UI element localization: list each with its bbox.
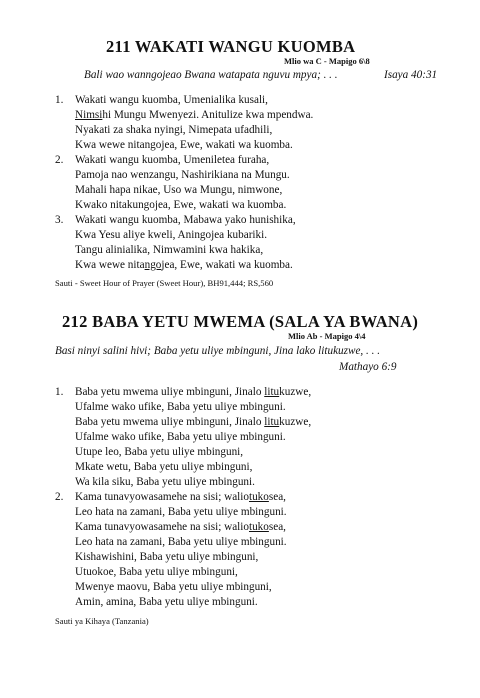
hymn-211-verse-1-line-2: Nimsihi Mungu Mwenyezi. Anitulize kwa mpendwa. bbox=[75, 109, 314, 121]
hymn-211-verse-3-line-1: Wakati wangu kuomba, Mabawa yako hunishika, bbox=[75, 214, 296, 226]
underlined-syllable: litu bbox=[264, 386, 280, 398]
hymn-211-credit: Sauti - Sweet Hour of Prayer (Sweet Hour), BH91,444; RS,560 bbox=[55, 278, 274, 288]
underlined-syllable: tuko bbox=[248, 521, 269, 533]
hymn-211-verse-2-line-2: Pamoja nao wenzangu, Nashirikiana na Mungu. bbox=[75, 169, 290, 181]
hymn-212-verse-2-line-1: Kama tunavyowasamehe na sisi; waliotukosea, bbox=[75, 491, 286, 503]
hymn-212-verse-1-line-2: Ufalme wako ufike, Baba yetu uliye mbinguni. bbox=[75, 401, 286, 413]
hymn-211-reference: Isaya 40:31 bbox=[384, 69, 438, 81]
underlined-syllable: ngo bbox=[144, 259, 162, 271]
underlined-syllable: tuko bbox=[248, 491, 269, 503]
hymn-212-title: 212 BABA YETU MWEMA (SALA YA BWANA) bbox=[62, 312, 419, 331]
hymn-212-verse-1-line-1: Baba yetu mwema uliye mbinguni, Jinalo litukuzwe, bbox=[75, 386, 312, 398]
hymn-211-meter: Mlio wa C - Mapigo 6\8 bbox=[284, 56, 370, 66]
hymn-211-verse-1-line-1: Wakati wangu kuomba, Umenialika kusali, bbox=[75, 94, 268, 106]
hymn-211-verse-1-line-3: Nyakati za shaka nyingi, Nimepata ufadhili, bbox=[75, 124, 273, 136]
hymn-212-verse-1-line-6: Mkate wetu, Baba yetu uliye mbinguni, bbox=[75, 461, 253, 473]
hymn-212-verse-2-line-2: Leo hata na zamani, Baba yetu uliye mbinguni. bbox=[75, 506, 287, 518]
hymn-212-verse-2-line-8: Amin, amina, Baba yetu uliye mbinguni. bbox=[75, 596, 258, 608]
hymn-212-verse-2-line-6: Utuokoe, Baba yetu uliye mbinguni, bbox=[75, 566, 238, 578]
hymn-212-reference: Mathayo 6:9 bbox=[339, 361, 397, 373]
hymn-211-epigraph: Bali wao wanngojeao Bwana watapata nguvu mpya; . . . bbox=[84, 69, 338, 81]
hymn-211-verse-2-line-4: Kwako nitakungojea, Ewe, wakati wa kuomba. bbox=[75, 199, 287, 211]
hymn-212-verse-2-line-5: Kishawishini, Baba yetu uliye mbinguni, bbox=[75, 551, 259, 563]
underlined-syllable: Nimsi bbox=[75, 109, 103, 121]
hymn-212-epigraph: Basi ninyi salini hivi; Baba yetu uliye mbinguni, Jina lako litukuzwe, . . . bbox=[55, 345, 381, 357]
underlined-syllable: litu bbox=[264, 416, 280, 428]
hymn-211-verse-2-number: 2. bbox=[55, 154, 64, 166]
hymn-211-verse-3-line-3: Tangu alinialika, Nimwamini kwa hakika, bbox=[75, 244, 264, 256]
hymn-212-verse-1-line-4: Ufalme wako ufike, Baba yetu uliye mbinguni. bbox=[75, 431, 286, 443]
hymn-212-verse-1-line-5: Utupe leo, Baba yetu uliye mbinguni, bbox=[75, 446, 244, 458]
hymn-212-meter: Mlio Ab - Mapigo 4\4 bbox=[288, 331, 366, 341]
hymn-211-verse-3-line-2: Kwa Yesu aliye kweli, Aningojea kubariki. bbox=[75, 229, 268, 241]
hymn-211-verse-3-number: 3. bbox=[55, 214, 64, 226]
hymn-212-credit: Sauti ya Kihaya (Tanzania) bbox=[55, 616, 149, 626]
hymn-212-verse-1-line-7: Wa kila siku, Baba yetu uliye mbinguni. bbox=[75, 476, 255, 488]
hymn-212-verse-2-number: 2. bbox=[55, 491, 64, 503]
hymn-212-verse-2-line-4: Leo hata na zamani, Baba yetu uliye mbinguni. bbox=[75, 536, 287, 548]
hymn-211-verse-1-line-4: Kwa wewe nitangojea, Ewe, wakati wa kuomba. bbox=[75, 139, 293, 151]
hymn-211-verse-2-line-3: Mahali hapa nikae, Uso wa Mungu, nimwone, bbox=[75, 184, 283, 196]
hymn-212-verse-1-line-3: Baba yetu mwema uliye mbinguni, Jinalo litukuzwe, bbox=[75, 416, 312, 428]
hymn-211-verse-2-line-1: Wakati wangu kuomba, Umeniletea furaha, bbox=[75, 154, 270, 166]
hymn-211-title: 211 WAKATI WANGU KUOMBA bbox=[106, 37, 356, 56]
hymn-212-verse-2-line-7: Mwenye maovu, Baba yetu uliye mbinguni, bbox=[75, 581, 272, 593]
hymn-212-verse-2-line-3: Kama tunavyowasamehe na sisi; waliotukosea, bbox=[75, 521, 286, 533]
hymn-212-verse-1-number: 1. bbox=[55, 386, 64, 398]
hymn-211-verse-3-line-4: Kwa wewe nitangojea, Ewe, wakati wa kuomba. bbox=[75, 259, 293, 271]
hymn-211-verse-1-number: 1. bbox=[55, 94, 64, 106]
